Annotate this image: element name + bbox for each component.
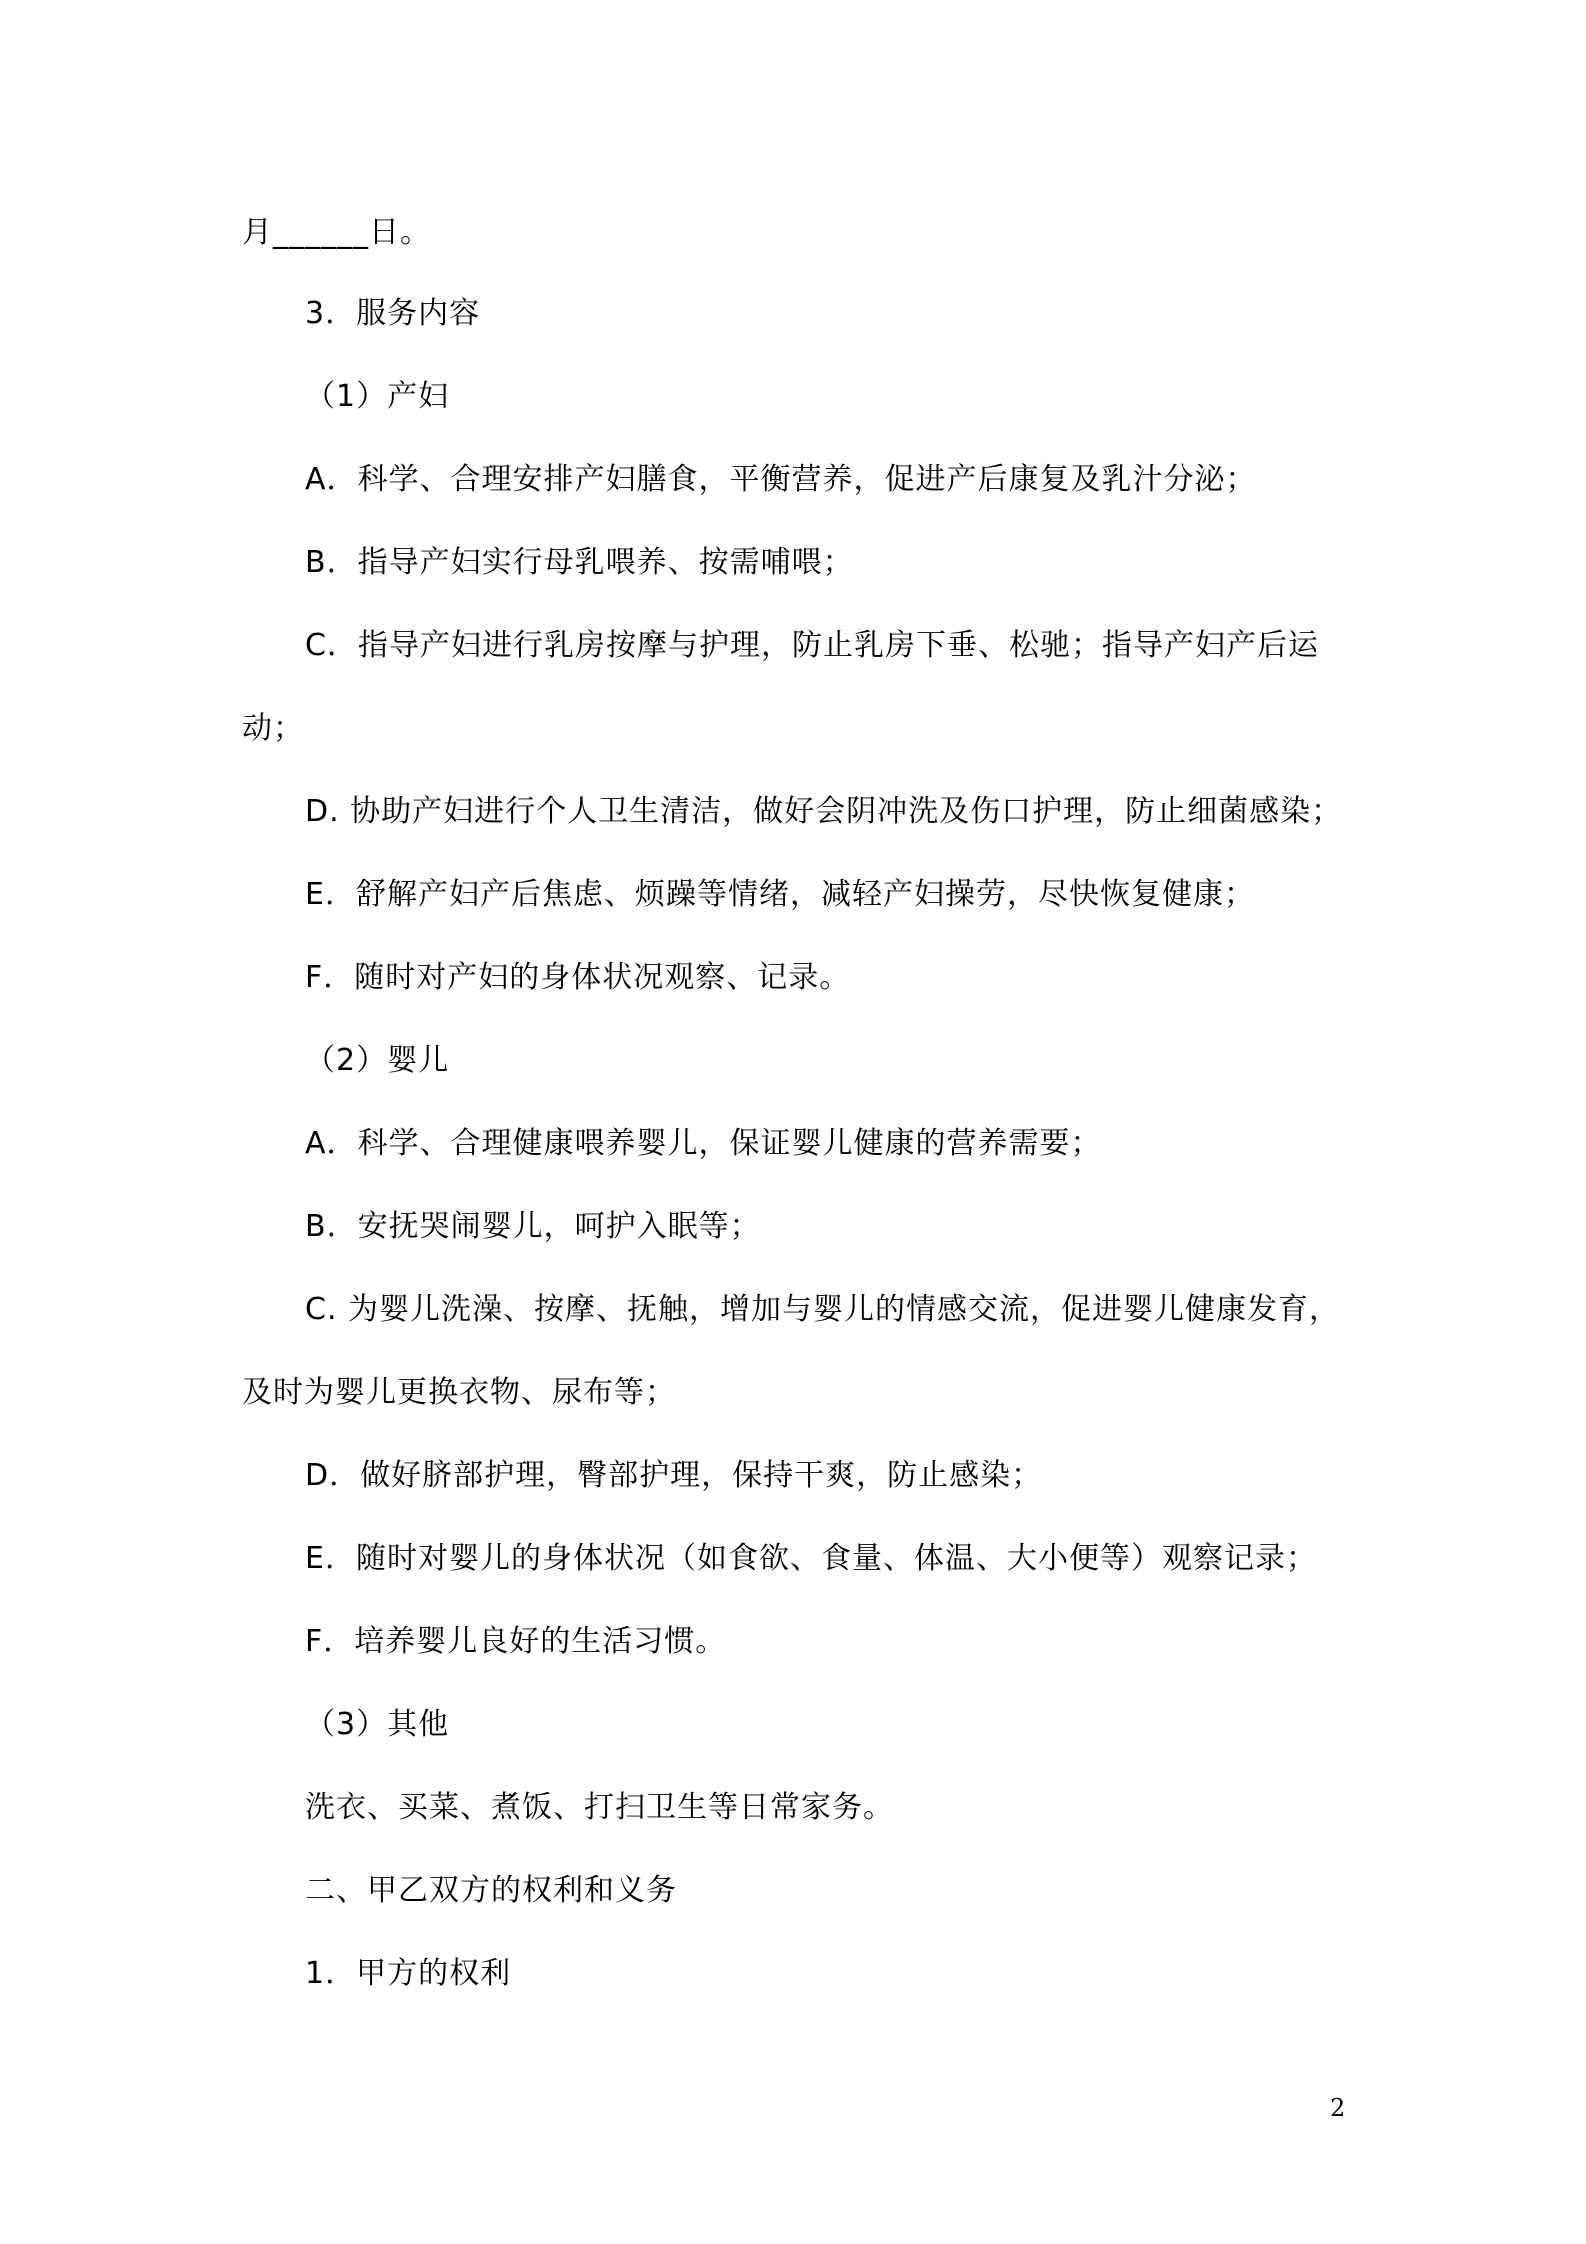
section-rights-obligations: 二、甲乙双方的权利和义务 bbox=[305, 1873, 677, 1908]
baby-item-c-continued: 及时为婴儿更换衣物、尿布等； bbox=[242, 1375, 676, 1410]
section-service-content: 3．服务内容 bbox=[305, 296, 481, 331]
baby-item-d: D．做好脐部护理，臀部护理，保持干爽，防止感染； bbox=[305, 1458, 1043, 1493]
mother-item-f: F．随时对产妇的身体状况观察、记录。 bbox=[305, 960, 851, 995]
other-item: 洗衣、买菜、煮饭、打扫卫生等日常家务。 bbox=[305, 1790, 894, 1825]
baby-item-e: E．随时对婴儿的身体状况（如食欲、食量、体温、大小便等）观察记录； bbox=[305, 1541, 1317, 1576]
baby-item-b: B．安抚哭闹婴儿，呵护入眠等； bbox=[305, 1209, 761, 1244]
baby-item-f: F．培养婴儿良好的生活习惯。 bbox=[305, 1624, 727, 1659]
subsection-other: （3）其他 bbox=[305, 1707, 450, 1742]
subsection-baby: （2）婴儿 bbox=[305, 1043, 450, 1078]
mother-item-b: B．指导产妇实行母乳喂养、按需哺喂； bbox=[305, 545, 854, 580]
mother-item-e: E．舒解产妇产后焦虑、烦躁等情绪，减轻产妇操劳，尽快恢复健康； bbox=[305, 877, 1255, 912]
baby-item-a: A．科学、合理健康喂养婴儿，保证婴儿健康的营养需要； bbox=[305, 1126, 1102, 1161]
mother-item-d: D. 协助产妇进行个人卫生清洁，做好会阴冲洗及伤口护理，防止细菌感染； bbox=[305, 794, 1343, 829]
baby-item-c: C. 为婴儿洗澡、按摩、抚触，增加与婴儿的情感交流，促进婴儿健康发育， bbox=[305, 1292, 1341, 1327]
mother-item-c-continued: 动； bbox=[242, 711, 304, 746]
mother-item-a: A．科学、合理安排产妇膳食，平衡营养，促进产后康复及乳汁分泌； bbox=[305, 462, 1257, 497]
mother-item-c: C．指导产妇进行乳房按摩与护理，防止乳房下垂、松驰；指导产妇产后运 bbox=[305, 628, 1319, 663]
date-line: 月______日。 bbox=[242, 215, 431, 250]
subsection-mother: （1）产妇 bbox=[305, 379, 450, 414]
page-number: 2 bbox=[1330, 2094, 1346, 2122]
subsection-party-a-rights: 1．甲方的权利 bbox=[305, 1956, 512, 1991]
